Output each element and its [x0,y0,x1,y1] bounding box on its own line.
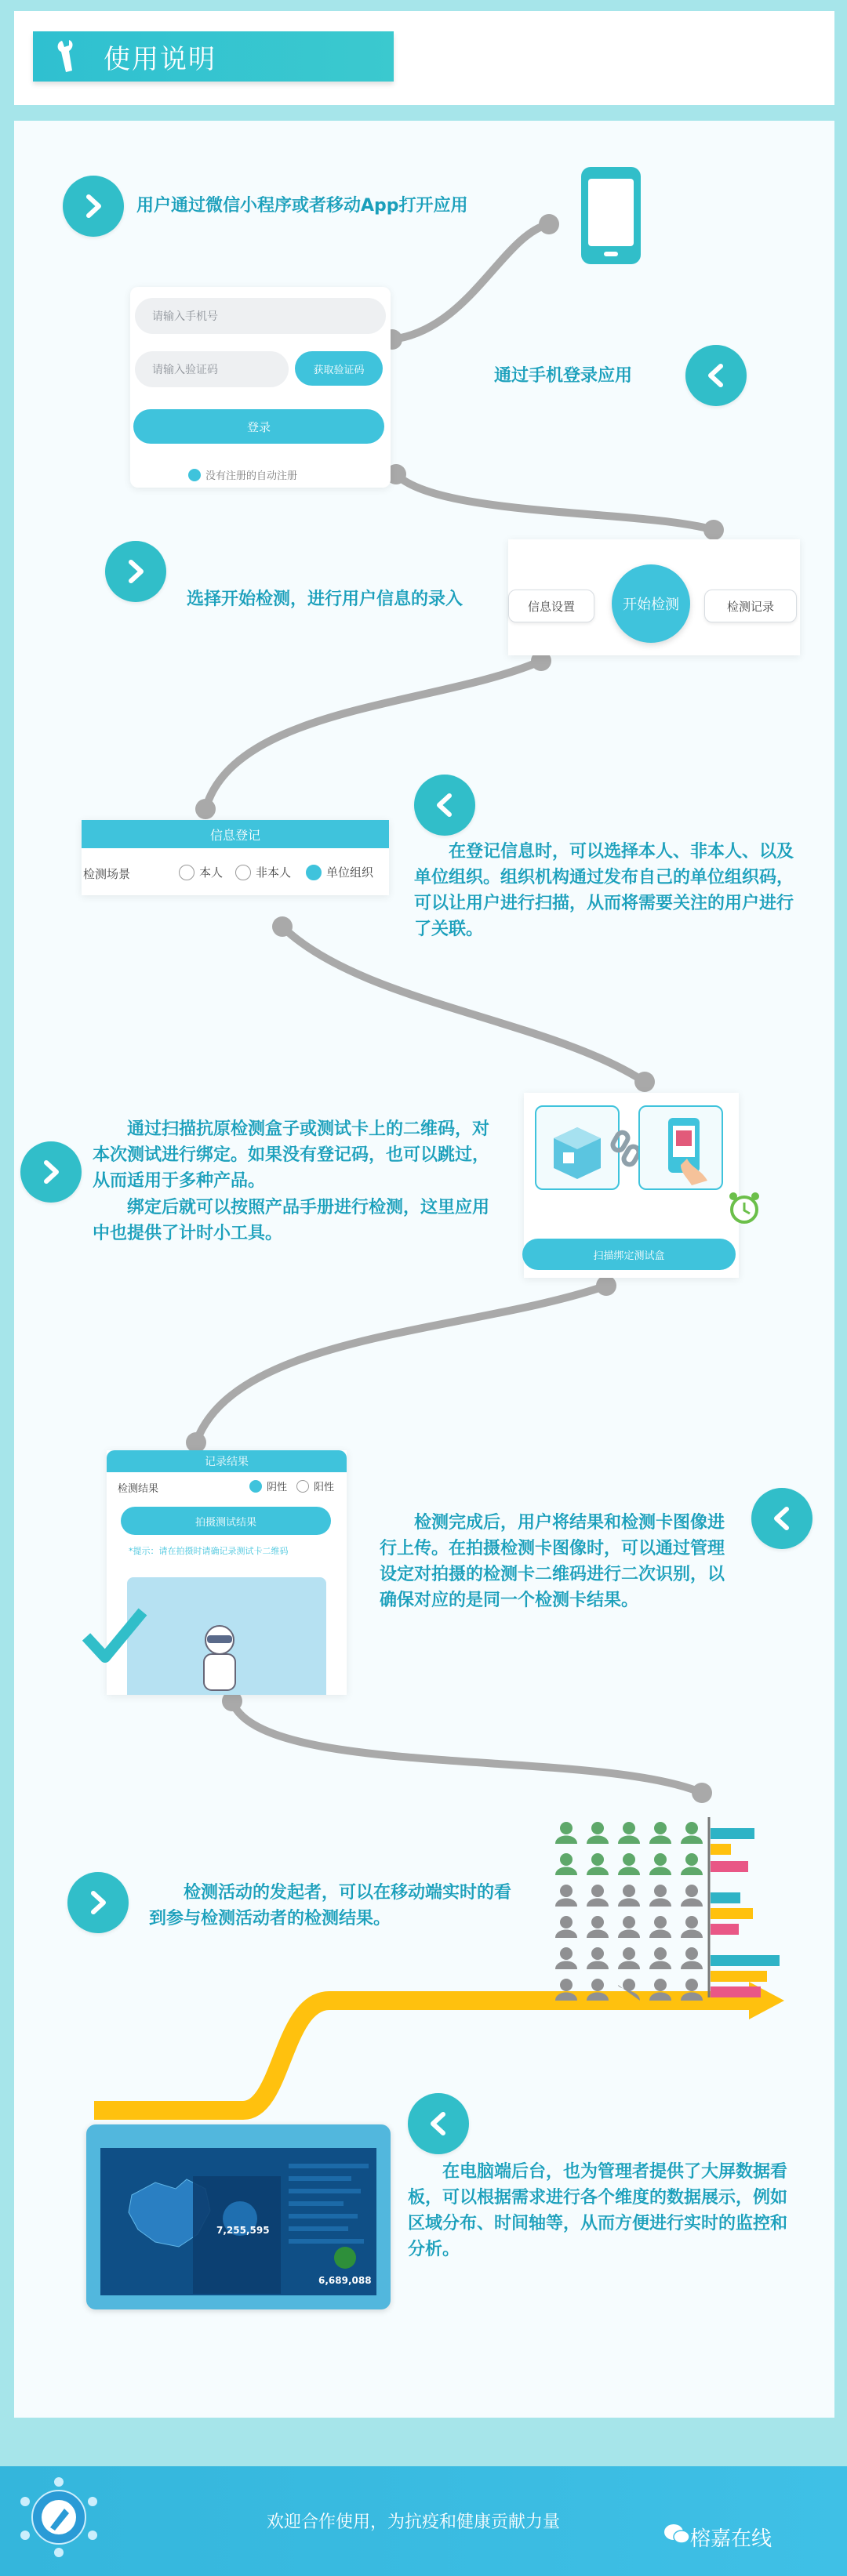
phone-input[interactable]: 请输入手机号 [135,298,386,334]
step4-back-icon[interactable] [414,775,475,836]
page-title: 使用说明 [104,43,216,75]
path-dot [596,1275,616,1296]
footer-text: 欢迎合作使用，为抗疫和健康贡献力量 [267,2513,561,2532]
option-self[interactable] [179,864,223,880]
option-self-label: 本人 [199,865,224,880]
step6-back-icon[interactable] [751,1488,812,1549]
option-org-label: 单位组织 [326,865,374,880]
wechat-icon [663,2523,690,2549]
register-title: 信息登记 [82,820,389,848]
scan-bind-button[interactable]: 扫描绑定测试盒 [522,1239,736,1270]
result-label: 检测结果 [118,1483,159,1495]
radio-checked-icon [306,865,322,880]
radio-icon [179,865,194,880]
worker-icon [193,1623,248,1698]
step1-text: 用户通过微信小程序或者移动App打开应用 [136,196,468,216]
step5-text-1: 通过扫描抗原检测盒子或测试卡上的二维码，对本次测试进行绑定。如果没有登记码，也可以跳过，从而适用于多种产品。 [93,1119,490,1191]
info-settings-button[interactable]: 信息设置 [508,590,594,622]
brand-name: 榕嘉在线 [690,2527,772,2551]
capture-result-button[interactable]: 拍摄测试结果 [121,1507,331,1535]
people-row-grey [555,1885,703,2001]
qr-scan-icon [638,1105,723,1190]
path-6 [232,1701,702,1793]
option-positive-label: 阳性 [314,1482,335,1493]
step8-text: 在电脑端后台，也为管理者提供了大屏数据看板，可以根据需求进行各个维度的数据展示，例如区域分布、时间轴等，从而方便进行实时的监控和分析。 [408,2162,788,2259]
path-dot [692,1783,712,1803]
bars [711,1828,780,1997]
radio-icon [235,865,251,880]
check-icon[interactable] [188,469,201,481]
phone-icon [579,165,643,270]
option-org[interactable] [306,864,373,880]
path-dot [634,1072,655,1092]
code-input[interactable]: 请输入验证码 [135,351,289,387]
participants-grid [549,1817,784,2005]
checkmark-icon [82,1605,147,1668]
dashboard-value-1: 7,255,595 [216,2225,270,2236]
virus-pen-icon [16,2474,102,2563]
step7-next-icon[interactable] [67,1872,129,1933]
path-3 [205,661,541,809]
option-other-label: 非本人 [256,865,292,880]
test-records-button[interactable]: 检测记录 [704,590,797,622]
get-code-button[interactable]: 获取验证码 [295,351,383,386]
path-dot [703,520,724,540]
step3-text: 选择开始检测，进行用户信息的录入 [187,590,463,609]
radio-icon [296,1480,309,1493]
step6-text: 检测完成后，用户将结果和检测卡图像进行上传。在拍摄检测卡图像时，可以通过管理设定对拍摄的检测卡二维码进行二次识别，以确保对应的是同一个检测卡结果。 [380,1513,725,1610]
option-positive[interactable] [296,1478,334,1493]
auto-register-label: 没有注册的自动注册 [205,470,298,482]
option-negative[interactable] [249,1478,287,1493]
path-4 [282,927,645,1082]
step3-next-icon[interactable] [105,541,166,602]
step4-text: 在登记信息时，可以选择本人、非本人、以及单位组织。组织机构通过发布自己的单位组织码，可以让用户进行扫描，从而将需要关注的用户进行了关联。 [414,842,794,939]
path-dot [195,799,216,819]
link-icon [610,1129,642,1171]
path-5 [196,1286,606,1442]
dashboard-screen [100,2148,376,2295]
path-2 [396,474,714,530]
yellow-arrow [94,2001,753,2110]
step5-next-icon[interactable] [20,1141,82,1203]
auto-register-row [188,467,297,482]
option-other[interactable] [235,864,291,880]
result-title: 记录结果 [107,1450,347,1472]
box-icon [535,1105,620,1190]
register-label: 检测场景 [83,867,131,881]
step1-next-icon[interactable] [63,176,124,237]
path-dot [272,916,293,937]
path-1 [392,224,549,339]
step2-back-icon[interactable] [685,345,747,406]
radio-checked-icon [249,1480,262,1493]
step8-back-icon[interactable] [408,2093,469,2154]
result-hint: *提示：请在拍摄时请确记录测试卡二维码 [129,1546,289,1556]
step5-text-2: 绑定后就可以按照产品手册进行检测，这里应用中也提供了计时小工具。 [93,1198,490,1243]
login-button[interactable]: 登录 [133,409,384,444]
people-row-green [555,1822,703,1875]
alarm-clock-icon [726,1190,762,1229]
option-negative-label: 阴性 [267,1482,288,1493]
step7-text: 检测活动的发起者，可以在移动端实时的看到参与检测活动者的检测结果。 [149,1883,512,1928]
step2-text: 通过手机登录应用 [494,366,633,386]
path-dot [539,214,559,234]
dashboard-value-2: 6,689,088 [318,2275,372,2286]
start-test-button[interactable]: 开始检测 [612,564,690,643]
